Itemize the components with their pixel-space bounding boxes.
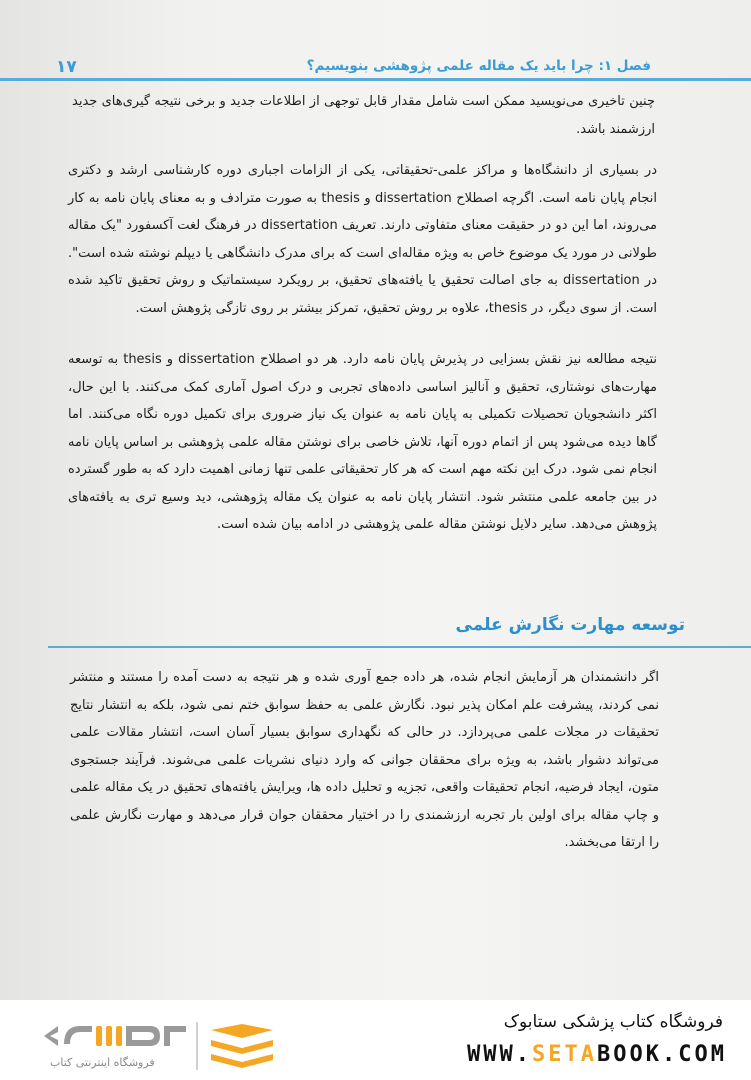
url-suffix: BOOK.COM: [597, 1042, 727, 1067]
logo-divider: [196, 1022, 198, 1070]
url-highlight: SETA: [532, 1042, 598, 1067]
paragraph: نتیجه مطالعه نیز نقش بسزایی در پذیرش پایان نامه دارد. هر دو اصطلاح dissertation و thesis به توسعه مهارت‌های نوشتاری، تحقیق و آنالیز اساسی داده‌های تجربی و درک اصول آماری کمک می‌کنند. با این حال، اکثر دانشجویان تحصیلات تکمیلی به پایان نامه به عنوان یک نیاز ضروری برای تکمیل دوره نگاه می‌کنند. اما گاها دیده می‌شود پس از اتمام دوره آنها، تلاش خاصی برای نوشتن مقاله علمی پژوهشی بر اساس پایان نامه انجام نمی شود. درک این نکته مهم است که هر کار تحقیقاتی علمی تنها زمانی اهمیت دارد که به طور گسترده در بین جامعه علمی منتشر شود. انتشار پایان نامه به عنوان یک مقاله پژوهشی، دید وسیع تری به یافته‌های پژوهش می‌دهد. سایر دلایل نوشتن مقاله علمی پژوهشی در ادامه بیان شده است.: [68, 352, 657, 532]
store-footer-banner: [0, 1000, 751, 1080]
paragraph: در بسیاری از دانشگاه‌ها و مراکز علمی-تحقیقاتی، یکی از الزامات اجباری دوره کارشناسی ارشد و دکتری انجام پایان نامه است. اگرچه اصطلاح dissertation و thesis به صورت مترادف و به معنای پایان نامه به کار می‌روند، اما این دو در حقیقت معنای متفاوتی دارند. تعریف dissertation در فرهنگ لغت آکسفورد "یک مقاله طولانی در مورد یک موضوع خاص به ویژه مقاله‌ای است که برای مدرک دانشگاهی یا دیپلم نوشته شده است". در dissertation به جای اصالت تحقیق یا یافته‌های تحقیق، بر رویکرد سیستماتیک و روش تحقیق تاکید شده است. از سوی دیگر، در thesis، علاوه بر روش تحقیق، تمرکز بیشتر بر روی تازگی پژوهش است.: [68, 163, 657, 316]
stacked-books-icon: [207, 1022, 277, 1070]
chapter-title: فصل ۱: چرا باید یک مقاله علمی پژوهشی بنویسیم؟: [306, 58, 651, 74]
section-divider: [48, 646, 751, 648]
setabook-wordmark-logo: [40, 1014, 190, 1056]
section-heading: توسعه مهارت نگارش علمی: [455, 615, 685, 635]
logo-tagline: فروشگاه اینترنتی کتاب: [50, 1056, 155, 1069]
paragraph: چنین تاخیری می‌نویسید ممکن است شامل مقدار قابل توجهی از اطلاعات جدید و برخی نتیجه گیری‌های جدید ارزشمند باشد.: [72, 94, 655, 137]
header-divider: [0, 78, 751, 81]
page-number: ۱۷: [56, 57, 77, 77]
url-prefix: WWW.: [467, 1042, 533, 1067]
paragraph: اگر دانشمندان هر آزمایش انجام شده، هر داده جمع آوری شده و هر نتیجه به دست آمده را مستند و منتشر نمی کردند، پیشرفت علم امکان پذیر نبود. نگارش علمی به حفظ سوابق ختم نمی شود، بلکه به انتشار نتایج تحقیقات در مجلات علمی می‌پردازد. در حالی که نگهداری سوابق بسیار آسان است، انتشار مقالات علمی می‌تواند دشوار باشد، به ویژه برای محققان جوانی که وارد دنیای نشریات علمی می‌شوند. فرآیند جستجوی متون، ایجاد فرضیه، انجام تحقیقات واقعی، تجزیه و تحلیل داده ها، ویرایش یافته‌های تحقیق در یک مقاله علمی و چاپ مقاله برای اولین بار تجربه ارزشمندی را در اختیار محققان جوان قرار می‌دهد و مهارت نگارش علمی را ارتقا می‌بخشد.: [70, 670, 659, 850]
store-name: فروشگاه کتاب پزشکی ستابوک: [503, 1012, 723, 1032]
store-url[interactable]: [467, 1042, 727, 1067]
